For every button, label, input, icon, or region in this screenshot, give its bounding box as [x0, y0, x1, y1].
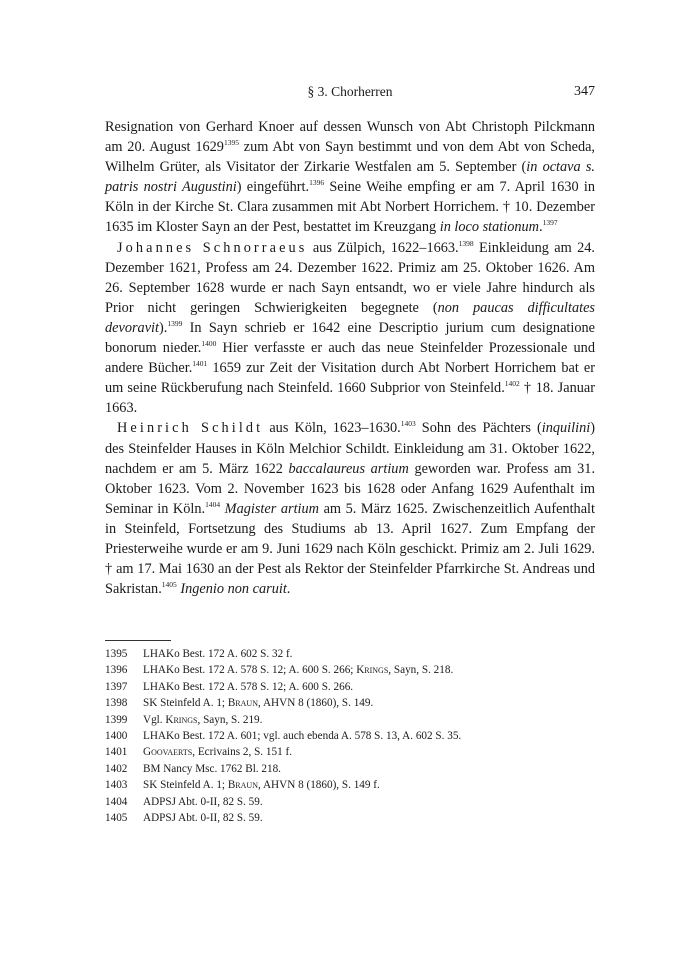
- person-name: Heinrich Schildt: [117, 420, 264, 437]
- text-run: Einkleidung am 24. Dezember 1621, Profess am 24. Dezember 1622. Primiz am 25. Oktober 1626. Am 26. September 1628 wurde er nach Sayn entsandt, wo er viele Jahre hindurch als Prior nicht geringen Schwierigkeiten begegnete (: [105, 239, 596, 316]
- text-run: Hier verfasste er auch das neue Steinfelder Prozessionale und andere Bücher.: [105, 340, 595, 377]
- footnote-number: 1400: [105, 730, 128, 743]
- text-run: ).: [159, 319, 168, 336]
- text-run: Sohn des Pächters (: [415, 420, 542, 437]
- author-name: Krings: [356, 664, 389, 677]
- italic-text: inquilini: [541, 420, 591, 437]
- running-head: [105, 84, 595, 104]
- footnote: [105, 679, 595, 695]
- footnote: [105, 646, 595, 662]
- text-run: In Sayn schrieb er 1642 eine Descriptio jurium cum designatione bonorum nieder.: [105, 319, 595, 357]
- italic-text: Ingenio non caruit: [180, 581, 287, 598]
- main-text: [105, 117, 595, 599]
- italic-text: in loco stationum: [439, 219, 540, 236]
- text-run: .: [539, 219, 543, 236]
- footnote-text: LHAKo Best. 172 A. 601; vgl. auch ebenda A. 578 S. 13, A. 602 S. 35.: [143, 730, 462, 743]
- footnote-number: 1403: [105, 779, 128, 792]
- footnote: [105, 777, 595, 793]
- text-run: 1659 zur Zeit der Visitation durch Abt Norbert Horrichem bat er um seine Rückberufung nach Steinfeld. 1660 Subprior von Steinfeld.: [105, 360, 595, 397]
- footnote-text: LHAKo Best. 172 A. 602 S. 32 f.: [143, 648, 293, 660]
- text-run: .: [286, 581, 291, 598]
- footnote-text: Goovaerts, Ecrivains 2, S. 151 f.: [143, 746, 292, 759]
- footnote: [105, 728, 595, 744]
- footnote-number: 1404: [105, 795, 128, 808]
- section-title: § 3. Chorherren: [307, 84, 393, 99]
- footnotes: [105, 646, 595, 826]
- italic-text: Magister artium: [224, 500, 320, 517]
- footnote-number: 1399: [105, 713, 128, 726]
- footnote: [105, 794, 595, 810]
- footnote-ref[interactable]: 1396: [309, 178, 325, 188]
- footnote-number: 1395: [105, 648, 128, 660]
- paragraph-3: [105, 418, 595, 599]
- author-name: Goovaerts: [143, 746, 193, 759]
- footnote: [105, 712, 595, 728]
- footnote: [105, 662, 595, 678]
- footnote-ref[interactable]: 1395: [223, 138, 239, 148]
- footnote-text: Vgl. Krings, Sayn, S. 219.: [143, 713, 263, 726]
- text-run: aus Zülpich, 1622–1663.: [307, 239, 459, 256]
- footnote-text: ADPSJ Abt. 0-II, 82 S. 59.: [143, 795, 263, 808]
- text-run: ) eingeführt.: [236, 179, 310, 196]
- footnote: [105, 744, 595, 760]
- footnote-ref[interactable]: 1404: [205, 499, 221, 509]
- footnote-text: LHAKo Best. 172 A. 578 S. 12; A. 600 S. 266; Krings, Sayn, S. 218.: [143, 664, 454, 677]
- text-run: † 18. Januar 1663.: [105, 380, 595, 417]
- page-number: 347: [574, 84, 595, 99]
- footnote-ref[interactable]: 1402: [504, 379, 520, 389]
- italic-text: in octava s. patris nostri Augustini: [105, 159, 595, 196]
- footnote-number: 1402: [105, 762, 128, 775]
- footnote-divider: [105, 640, 171, 641]
- footnote-ref[interactable]: 1400: [201, 339, 217, 349]
- footnote-ref[interactable]: 1397: [542, 218, 558, 228]
- footnote-text: LHAKo Best. 172 A. 578 S. 12; A. 600 S. 266.: [143, 680, 354, 693]
- footnote-text: SK Steinfeld A. 1; Braun, AHVN 8 (1860), S. 149.: [143, 697, 374, 710]
- text-run: Seine Weihe empfing er am 7. April 1630 in Köln in der Kirche St. Clara zusammen mit Abt Norbert Horrichem. † 10. Dezember 1635 im Kloster Sayn an der Pest, bestattet im Kreuzgang: [105, 179, 595, 236]
- footnote-number: 1396: [105, 664, 128, 677]
- text-run: Resignation von Gerhard Knoer auf dessen Wunsch von Abt Christoph Pilckmann am 20. August 1629: [105, 119, 595, 156]
- text-run: ) des Steinfelder Hauses in Köln Melchior Schildt. Einkleidung am 31. Oktober 1622, nachdem er am 5. März 1622: [105, 420, 595, 477]
- footnote-number: 1405: [105, 812, 128, 825]
- text-run: am 5. März 1625. Zwischenzeitlich Aufenthalt in Steinfeld, Fortsetzung des Studiums ab 13. April 1627. Zum Empfang der Priesterweihe wurde er am 9. Juni 1629 nach Köln geschickt. Primiz am 2. Juli 1629. † am 17. Mai 1630 an der Pest als Rektor der Steinfelder Pfarrkirche St. Andreas und Sakristan.: [105, 500, 595, 598]
- footnote: [105, 810, 595, 826]
- person-name: Johannes Schnorraeus: [117, 239, 308, 256]
- footnote-ref[interactable]: 1401: [192, 359, 208, 369]
- author-name: Braun: [227, 697, 258, 710]
- text-run: aus Köln, 1623–1630.: [263, 420, 401, 437]
- footnote-ref[interactable]: 1399: [167, 318, 183, 328]
- footnote: [105, 761, 595, 777]
- book-page: [105, 0, 595, 965]
- text-run: zum Abt von Sayn bestimmt und von dem Abt von Scheda, Wilhelm Grüter, als Visitator der Zirkarie Westfalen am 5. September (: [105, 139, 596, 176]
- footnote-number: 1401: [105, 746, 128, 759]
- footnote-ref[interactable]: 1398: [458, 238, 474, 248]
- footnote-number: 1398: [105, 697, 128, 710]
- footnote-text: SK Steinfeld A. 1; Braun, AHVN 8 (1860), S. 149 f.: [143, 779, 380, 792]
- footnote-ref[interactable]: 1403: [400, 419, 416, 429]
- footnote-text: BM Nancy Msc. 1762 Bl. 218.: [143, 762, 281, 775]
- author-name: Krings: [165, 713, 198, 726]
- footnote-text: ADPSJ Abt. 0-II, 82 S. 59.: [143, 812, 263, 825]
- author-name: Braun: [227, 779, 258, 792]
- italic-text: non paucas difficultates devoravit: [105, 299, 595, 336]
- footnote-number: 1397: [105, 680, 128, 693]
- footnote-ref[interactable]: 1405: [161, 580, 177, 590]
- text-run: geworden war. Profess am 31. Oktober 1623. Vom 2. November 1623 bis 1628 oder Anfang 1629 Aufenthalt im Seminar in Köln.: [105, 460, 596, 517]
- paragraph-1: [105, 117, 595, 238]
- footnote: [105, 695, 595, 711]
- paragraph-2: [105, 238, 595, 419]
- italic-text: baccalaureus artium: [288, 460, 409, 477]
